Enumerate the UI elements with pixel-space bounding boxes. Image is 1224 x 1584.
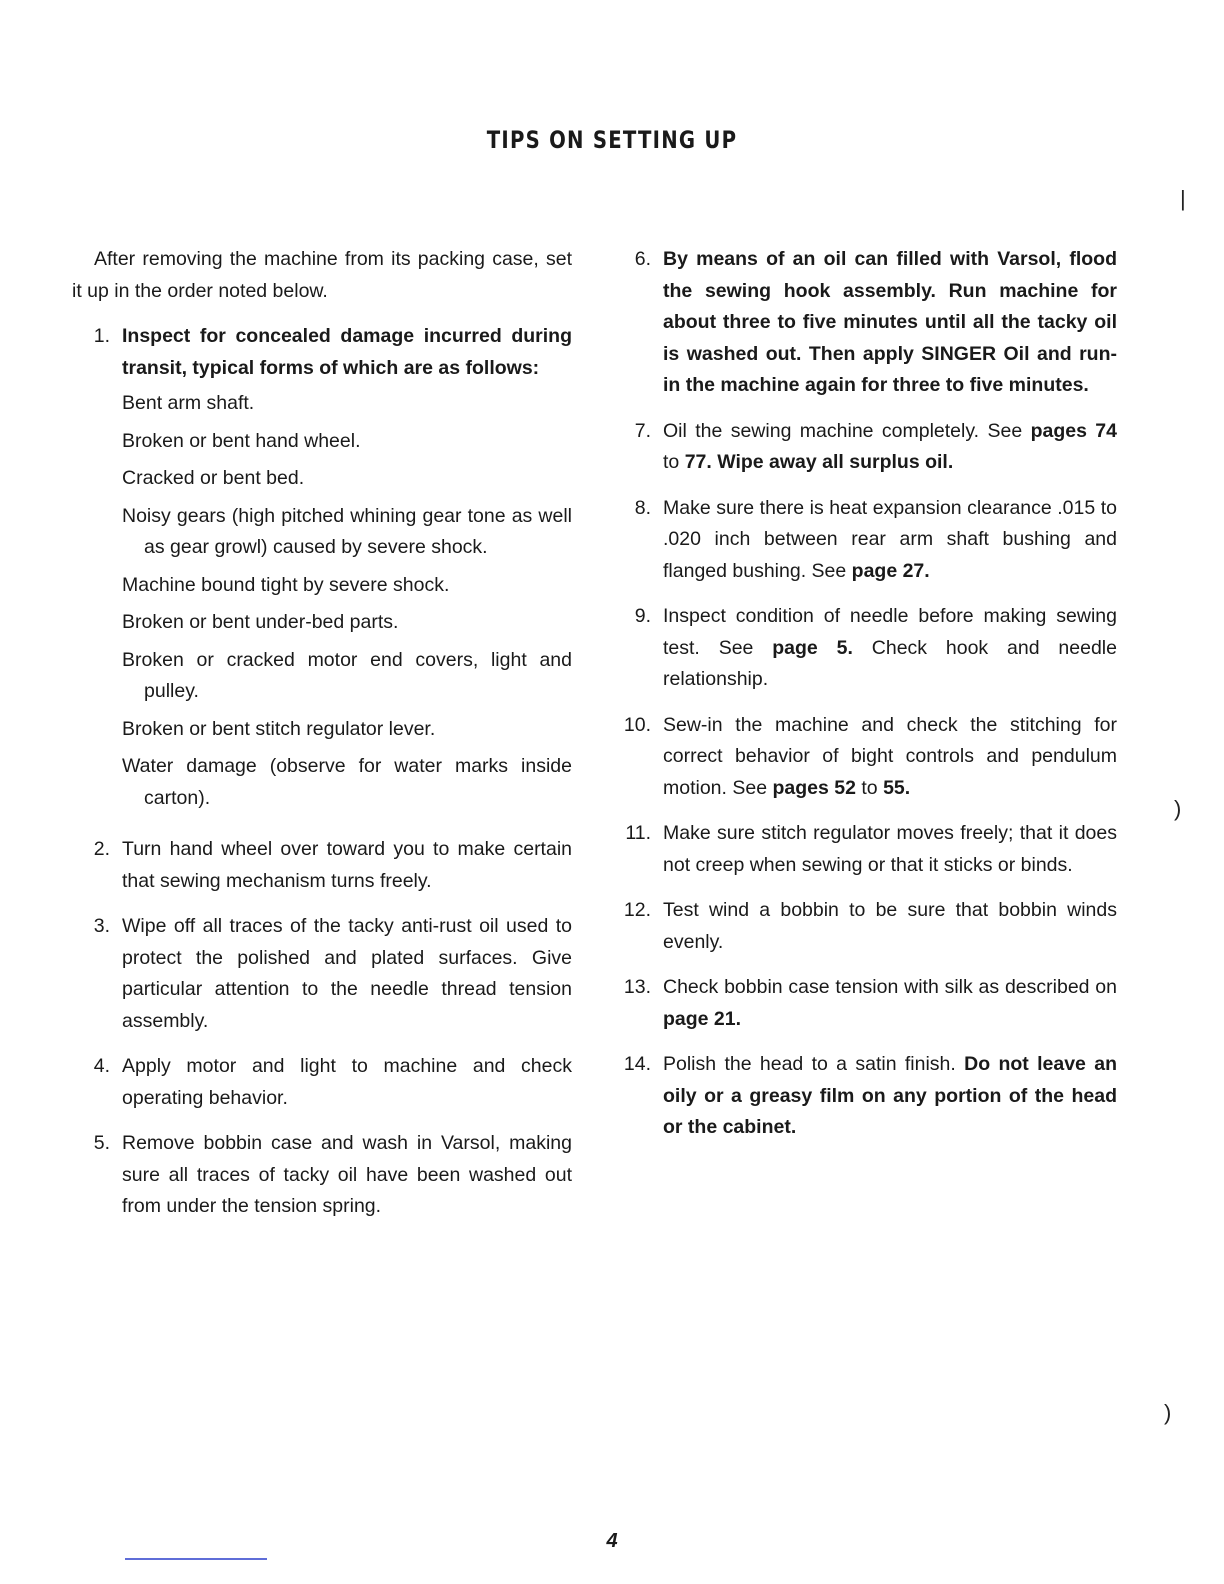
item-text: Make sure stitch regulator moves freely; that it does not creep when sewing or that it sticks or binds. [663,822,1117,876]
page-reference: page 5. [772,636,853,659]
item-number: 4. [93,1055,110,1077]
item-text: Turn hand wheel over toward you to make certain that sewing mechanism turns freely. [122,838,572,892]
footer-rule [125,1558,267,1560]
list-item-1 [72,321,572,820]
item-text: Inspect condition of needle before making sewing test. See [663,605,1117,659]
page-reference: 55. [883,776,911,799]
intro-paragraph: After removing the machine from its packing case, set it up in the order noted below. [72,248,572,302]
list-item-14 [605,1049,1117,1144]
list-item-12 [605,895,1117,958]
item-text: Remove bobbin case and wash in Varsol, making sure all traces of tacky oil have been washed out from under the tension spring. [122,1132,572,1217]
item-text: Apply motor and light to machine and check operating behavior. [122,1055,572,1109]
item-text: to [663,451,685,473]
item-text: By means of an oil can filled with Varsol, flood the sewing hook assembly. Run machine for about three to five minutes until all the tacky oil is washed out. Then apply SINGER Oil and run-in the machine again for three to five minutes. [663,248,1117,396]
item-text: Test wind a bobbin to be sure that bobbin winds evenly. [663,899,1117,953]
page-reference: 77. Wipe away all surplus oil. [684,451,954,473]
item-text: to [855,776,884,799]
item-number: 14. [623,1053,651,1075]
item-text: Oil the sewing machine completely. See [663,419,1031,442]
item-1-heading: Inspect for concealed damage incurred during transit, typical forms of which are as follows: [122,325,572,379]
damage-item: Machine bound tight by severe shock. [122,573,450,596]
item-number: 6. [634,248,651,270]
right-column [605,244,1117,1158]
page-reference: page 27. [851,559,930,582]
damage-item: Cracked or bent bed. [122,467,305,489]
page-title: TIPS ON SETTING UP [486,126,738,154]
damage-item: Broken or bent under-bed parts. [122,611,399,633]
damage-item: Bent arm shaft. [122,392,255,414]
item-text: Sew-in the machine and check the stitching for correct behavior of bight controls and pendulum motion. See [663,713,1117,799]
item-number: 2. [93,838,110,860]
page-reference: page 21. [663,1007,742,1030]
list-item-6 [605,244,1117,402]
item-number: 10. [623,713,651,736]
damage-item: Water damage (observe for water marks inside carton). [122,755,572,809]
item-number: 1. [93,325,110,347]
margin-mark: ) [1164,1400,1172,1425]
list-item-11 [605,818,1117,881]
item-text: Make sure there is heat expansion clearance .015 to .020 inch between rear arm shaft bushing and flanged bushing. See [663,496,1117,582]
list-item-3 [72,911,572,1037]
list-item-9 [605,601,1117,696]
damage-item: Broken or bent hand wheel. [122,429,361,452]
list-item-10 [605,710,1117,805]
margin-mark: ) [1174,796,1182,821]
page-reference: pages 52 [772,776,856,799]
left-column [72,244,572,1237]
damage-item: Broken or cracked motor end covers, light and pulley. [122,648,572,702]
damage-item: Broken or bent stitch regulator lever. [122,717,436,740]
list-item-2 [72,834,572,897]
page-reference: pages 74 [1030,419,1117,442]
item-number: 11. [625,822,651,844]
item-number: 3. [93,915,110,937]
item-text: Check hook and needle relationship. [663,636,1117,690]
item-text: Polish the head to a satin finish. [663,1053,965,1075]
item-text: Wipe off all traces of the tacky anti-rust oil used to protect the polished and plated surfaces. Give particular attention to the needle thread tension assembly. [122,915,572,1032]
item-number: 13. [623,976,651,998]
list-item-4 [72,1051,572,1114]
warning-text: Do not leave an oily or a greasy film on any portion of the head or the cabinet. [663,1053,1117,1138]
list-item-7 [605,416,1117,479]
damage-list [122,388,572,814]
item-number: 9. [634,605,651,627]
item-number: 5. [93,1132,110,1154]
damage-item: Noisy gears (high pitched whining gear tone as well as gear growl) caused by severe shock. [122,504,572,558]
page-number: 4 [606,1530,618,1552]
item-text: Check bobbin case tension with silk as described on [663,976,1117,998]
margin-mark: | [1180,186,1186,211]
item-number: 12. [623,899,651,921]
list-item-5 [72,1128,572,1223]
item-number: 7. [634,419,651,442]
list-item-13 [605,972,1117,1035]
list-item-8 [605,493,1117,588]
item-number: 8. [634,496,651,519]
